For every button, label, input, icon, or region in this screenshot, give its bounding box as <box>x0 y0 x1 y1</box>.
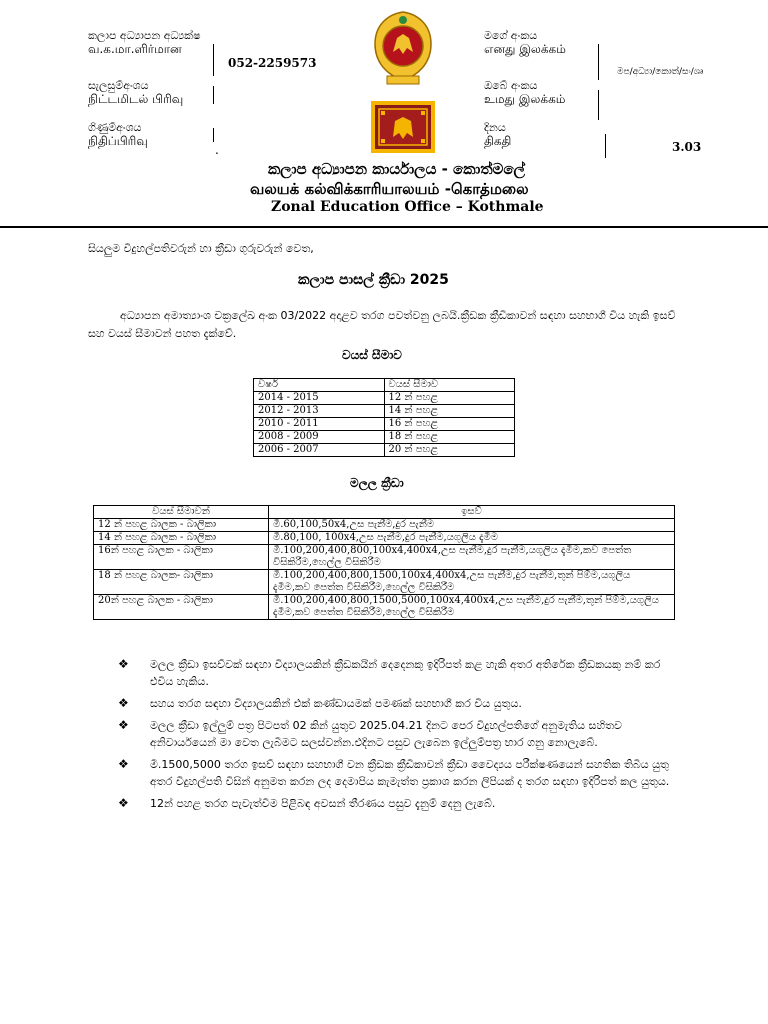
table-cell: 2014 - 2015 <box>254 392 385 405</box>
accounts-value: நிதிப்பிரிவு <box>88 134 148 148</box>
table-cell: 18 න් පහළ <box>384 431 515 444</box>
office-name-tamil: வலயக் கல்விக்காரியாலயம் -கொத்மலை <box>250 180 529 198</box>
table-cell: මී.100,200,400,800,1500,5000,100x4,400x4,උස පැනීම,දුර පැනීම,තුන් පිම්ම,යගුලිය දැමීම,කව පෙත්ත විසිකිරීම,හෙල්ල විසිකිරීම <box>269 595 675 620</box>
intro-paragraph: අධ්‍යාපන අමාත්‍යාංශ චක්‍රලේඛ අංක 03/2022 අදාළව තරග පවත්වනු ලබයි.ක්‍රීඩක ක්‍රීඩිකාවන් සඳහා සහභාගී විය හැකි ඉසව් සහ වයස් සීමාවන් පහත දැක්වේ. <box>88 309 676 340</box>
table-row <box>94 570 675 595</box>
your-number-value: உமது இலக்கம் <box>484 92 566 106</box>
bullet-icon: ❖ <box>118 657 129 671</box>
table-header-row <box>254 379 515 392</box>
my-number-label: මගේ අංකය <box>484 29 538 42</box>
table-row <box>254 444 515 457</box>
your-number-label: ඔබේ අංකය <box>484 79 538 92</box>
age-limit-table <box>253 378 515 457</box>
list-item <box>118 656 684 690</box>
left-brace-top <box>213 44 221 76</box>
table-cell: 2006 - 2007 <box>254 444 385 457</box>
left-brace-low <box>213 128 221 142</box>
list-item <box>118 795 684 812</box>
reference-number: 3.03 <box>672 140 702 154</box>
bullet-icon: ❖ <box>118 696 129 710</box>
list-item <box>118 717 684 751</box>
sri-lanka-flag-icon <box>371 101 435 153</box>
table-cell: 2008 - 2009 <box>254 431 385 444</box>
table-cell: 12 න් පහළ <box>384 392 515 405</box>
age-limit-heading: වයස් සීමාව <box>342 348 402 362</box>
right-brace-low <box>605 134 613 158</box>
column-header: වයස් සීමාවන් <box>94 506 269 519</box>
notes-section <box>118 656 684 817</box>
column-header: ඉසව් <box>269 506 675 519</box>
director-value: வ.க.மா.ளிர்மான <box>88 42 182 56</box>
accounts-label: ගිණුම්අංශය <box>88 121 142 134</box>
athletics-heading: මලල ක්‍රීඩා <box>350 476 404 490</box>
date-value: திகதி <box>484 134 512 148</box>
table-row <box>254 431 515 444</box>
list-item <box>118 695 684 712</box>
right-brace-top <box>598 44 606 80</box>
table-cell: මී.60,100,50x4,උස පැනීම,දුර පැනීම <box>269 519 675 532</box>
phone-number: 052-2259573 <box>228 56 317 70</box>
table-cell: මී.100,200,400,800,100x4,400x4,උස පැනීම,දුර පැනීම,යගුලිය දැමීම,කව පෙත්ත විසිකිරීම,හෙල්ල විසිකිරීම <box>269 545 675 570</box>
date-label: දිනය <box>484 121 506 134</box>
my-number-value: எனது இலக்கம் <box>484 42 566 56</box>
government-emblem-icon <box>371 10 435 90</box>
table-cell: 14 න් පහළ <box>384 405 515 418</box>
note-text: මලල ක්‍රීඩා ඉසව්වක් සඳහා විද්‍යාලයකින් ක්‍රීඩකයින් දෙදෙනකු ඉදිරිපත් කළ හැකි අතර අතිරේක ක්‍රීඩකයකු නම් කර එවිය හැකිය. <box>150 658 661 688</box>
office-name-sinhala: කලාප අධ්‍යාපන කාර්යාලය - කොත්මලේ <box>268 160 525 178</box>
table-cell: 12 න් පහළ බාලක - බාලිකා <box>94 519 269 532</box>
table-cell: 16න් පහළ බාලක - බාලිකා <box>94 545 269 570</box>
athletics-table <box>93 505 675 620</box>
note-text: මී.1500,5000 තරග ඉසව් සඳහා සහභාගී වන ක්‍රීඩක ක්‍රීඩිකාවන් ක්‍රීඩා වෛද්‍යය පරීක්ෂණයෙන් සහතික තිබිය යුතු අතර විදුහල්පති විසින් අනුමත කරන ලද දෙමාපිය කැමැත්ත ප්‍රකාශ කරන ලිපියක් ද තරග සඳහා ඉදිරිපත් කල යුතුය. <box>150 758 670 788</box>
table-row <box>94 595 675 620</box>
director-label: කලාප අධ්‍යාපන අධ්‍යක්ෂ <box>88 29 201 42</box>
salutation: සියලුම විදුහල්පතිවරුන් හා ක්‍රීඩා ගුරුවරුන් වෙත, <box>88 242 314 255</box>
note-text: 12න් පහළ තරග පැවැත්වීම පිළිබඳ අවසන් තීරණය පසුව දැනුම් දෙනු ලැබේ. <box>150 797 496 810</box>
bullet-icon: ❖ <box>118 718 129 732</box>
letter-title: කලාප පාසල් ක්‍රීඩා 2025 <box>298 272 449 288</box>
bullet-icon: ❖ <box>118 757 129 771</box>
table-cell: 2010 - 2011 <box>254 418 385 431</box>
table-cell: මී.100,200,400,800,1500,100x4,400x4,උස පැනීම,දුර පැනීම,තුන් පිම්ම,යගුලිය දැමීම,කව පෙත්ත විසිකිරීම,හෙල්ල විසිකිරීම <box>269 570 675 595</box>
table-row <box>254 405 515 418</box>
note-text: මලල ක්‍රීඩා ඉල්ලුම් පත්‍ර පිටපත් 02 කින් යුතුව 2025.04.21 දිනට පෙර විදුහල්පතිගේ අනුමැතිය සහිතව අනිවාර්යයෙන් මා වෙත ලැබීමට සලස්වන්න.එදිනට පසුව ලැබෙන ඉල්ලුම්පත්‍ර භාර ගනු නොලැබේ. <box>150 719 622 749</box>
column-header: වර්ෂ <box>254 379 385 392</box>
table-row <box>94 545 675 570</box>
right-brace-mid <box>598 90 606 120</box>
list-item <box>118 756 684 790</box>
bullet-icon: ❖ <box>118 796 129 810</box>
table-cell: 18 න් පහළ බාලක- බාලිකා <box>94 570 269 595</box>
table-cell: 14 න් පහළ බාලක - බාලිකා <box>94 532 269 545</box>
table-cell: 20 න් පහළ <box>384 444 515 457</box>
planning-value: நிட்டமிடல் பிரிவு <box>88 92 184 106</box>
table-cell: මී.80,100, 100x4,උස පැනීම,දුර පැනීම,යගුලිය දැමීම <box>269 532 675 545</box>
reference-code: මප/අධ්‍යා/කොත්/සං/ශෘ <box>617 67 704 77</box>
header-divider <box>0 226 768 228</box>
table-row <box>254 392 515 405</box>
note-text: සහය තරග සඳහා විද්‍යාලයකින් එක් කණ්ඩායමක් පමණක් සහභාගී කර විය යුතුය. <box>150 697 522 710</box>
table-row <box>94 519 675 532</box>
table-header-row <box>94 506 675 519</box>
notes-list <box>118 656 684 812</box>
office-name-english: Zonal Education Office – Kothmale <box>271 199 544 215</box>
fax-dot: . <box>215 143 219 157</box>
table-cell: 20න් පහළ බාලක - බාලිකා <box>94 595 269 620</box>
planning-label: සැලසුම්අංශය <box>88 79 149 92</box>
table-cell: 16 න් පහළ <box>384 418 515 431</box>
table-row <box>254 418 515 431</box>
table-cell: 2012 - 2013 <box>254 405 385 418</box>
table-row <box>94 532 675 545</box>
column-header: වයස් සීමාව <box>384 379 515 392</box>
left-brace-mid <box>213 86 221 104</box>
